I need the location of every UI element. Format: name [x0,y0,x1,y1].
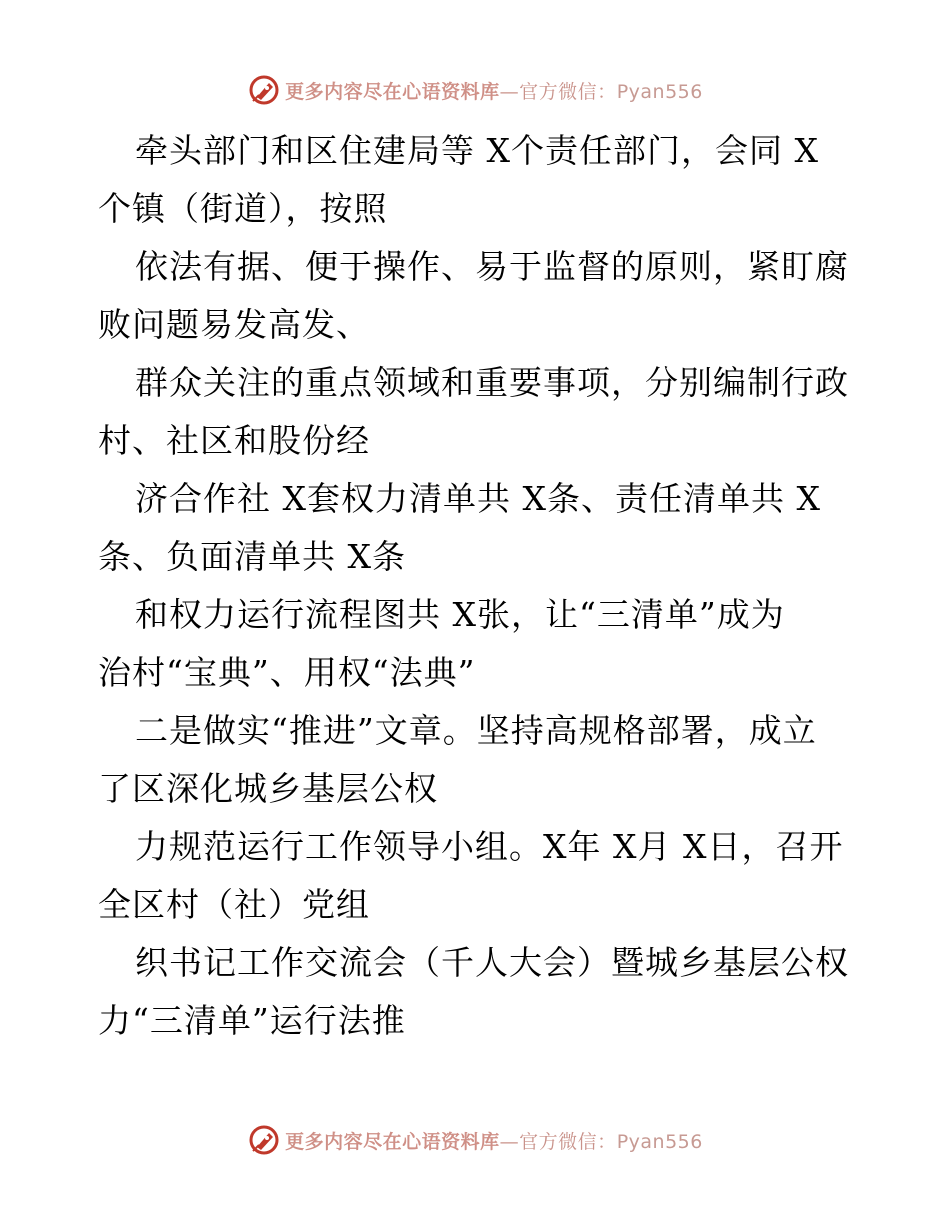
body-line: 和权力运行流程图共 X张，让“三清单”成为 [135,595,785,634]
header-watermark [0,70,950,110]
body-line: 村、社区和股份经 [98,421,370,460]
header-main-text: 更多内容尽在心语资料库 [285,80,500,103]
body-line: 条、负面清单共 X条 [98,537,406,576]
footer-watermark [0,1120,950,1160]
footer-separator: — [499,1130,520,1153]
body-line: 织书记工作交流会（千人大会）暨城乡基层公权 [135,943,849,982]
body-line: 二是做实“推进”文章。坚持高规格部署，成立 [135,711,817,750]
header-separator: — [499,80,520,103]
footer-wechat-label: 官方微信： [519,1130,617,1153]
body-line: 牵头部门和区住建局等 X个责任部门，会同 X [135,131,819,170]
header-wechat-label: 官方微信： [519,80,617,103]
body-line: 济合作社 X套权力清单共 X条、责任清单共 X [135,479,821,518]
footer-main-text: 更多内容尽在心语资料库 [285,1130,500,1153]
body-line: 败问题易发高发、 [98,305,370,344]
body-line: 个镇（街道），按照 [98,189,388,228]
body-line: 治村“宝典”、用权“法典” [98,653,476,692]
body-line: 群众关注的重点领域和重要事项，分别编制行政 [135,363,849,402]
header-wechat-id: Pyan556 [616,80,703,103]
footer-wechat-id: Pyan556 [616,1130,703,1153]
header-watermark-text [285,77,703,104]
body-line: 力“三清单”运行法推 [98,1001,406,1040]
body-line: 依法有据、便于操作、易于监督的原则，紧盯腐 [135,247,849,286]
body-line: 了区深化城乡基层公权 [98,769,438,808]
body-line: 力规范运行工作领导小组。X年 X月 X日，召开 [135,827,844,866]
document-body [98,122,858,1050]
body-line: 全区村（社）党组 [98,885,370,924]
pen-nib-logo-icon [247,1123,281,1157]
footer-watermark-text [285,1127,703,1154]
pen-nib-logo-icon [247,73,281,107]
